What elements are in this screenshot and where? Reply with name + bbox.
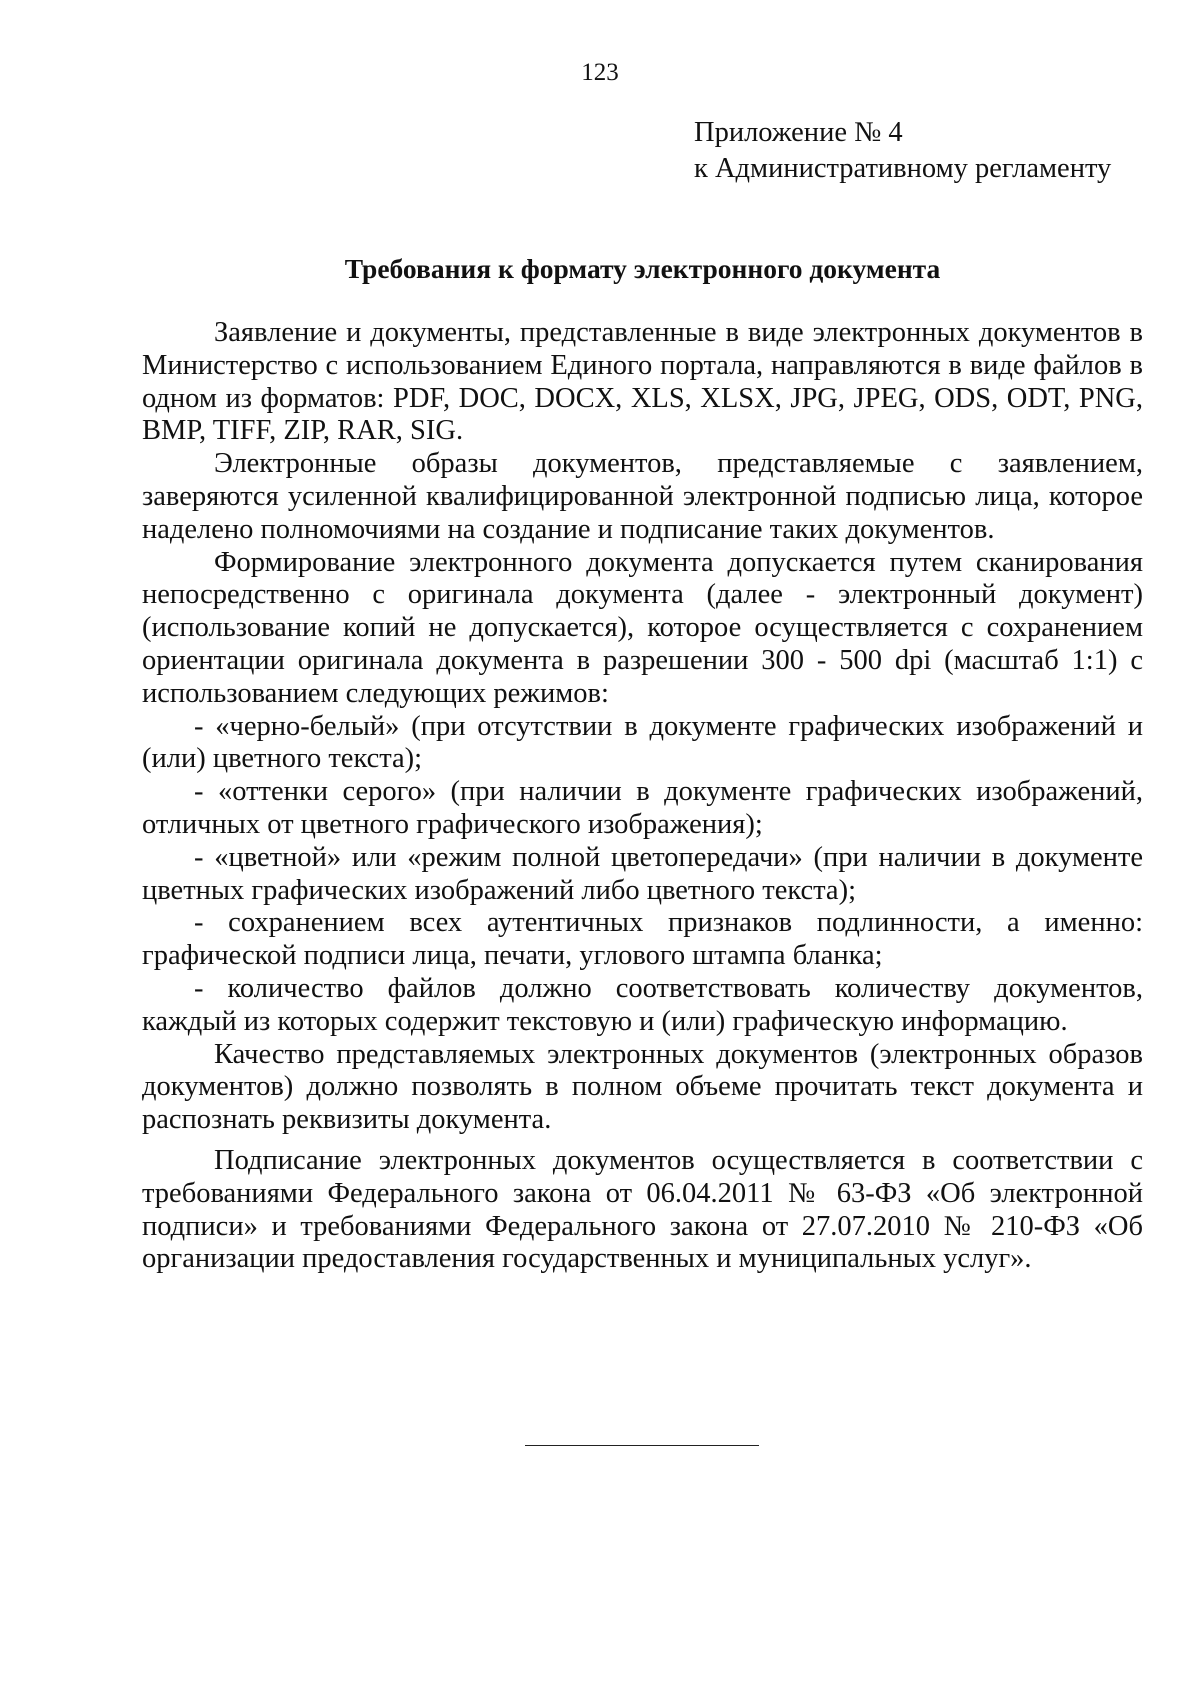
paragraph-quality: Качество представляемых электронных документов (электронных образов документов) должно позволять в полном объеме прочитать текст документа и распознать реквизиты документа.: [142, 1038, 1143, 1136]
list-item-authenticity: - сохранением всех аутентичных признаков подлинности, а именно: графической подписи лица, печати, углового штампа бланка;: [142, 907, 1143, 972]
appendix-header: [694, 115, 1111, 187]
appendix-reference: к Административному регламенту: [694, 153, 1112, 184]
paragraph-scanning: Формирование электронного документа допускается путем сканирования непосредственно с оригинала документа (далее - электронный документ) (использование копий не допускается), которое осуществляется с сохранением ориентации оригинала документа в разрешении 300 - 500 dpi (масштаб 1:1) с использованием следующих режимов:: [142, 546, 1143, 709]
list-item-file-count: - количество файлов должно соответствовать количеству документов, каждый из которых содержит текстовую и (или) графическую информацию.: [142, 972, 1143, 1037]
paragraph-file-formats: Заявление и документы, представленные в виде электронных документов в Министерство с использованием Единого портала, направляются в виде файлов в одном из форматов: PDF, DOC, DOCX, XLS, XLSX, JPG, JPEG, ODS, ODT, PNG, BMP, TIFF, ZIP, RAR, SIG.: [142, 317, 1143, 447]
closing-divider: [525, 1445, 759, 1446]
paragraph-signing: Подписание электронных документов осуществляется в соответствии с требованиями Федерального закона от 06.04.2011 № 63-ФЗ «Об электронной подписи» и требованиями Федерального закона от 27.07.2010 № 210-ФЗ «Об организации предоставления государственных и муниципальных услуг».: [142, 1144, 1143, 1275]
list-item-black-white: - «черно-белый» (при отсутствии в документе графических изображений и (или) цветного текста);: [142, 710, 1143, 775]
document-body: [142, 317, 1143, 1276]
list-item-color: - «цветной» или «режим полной цветопередачи» (при наличии в документе цветных графических изображений либо цветного текста);: [142, 841, 1143, 906]
page-number: 123: [581, 59, 619, 86]
document-title: Требования к формату электронного документа: [344, 253, 941, 284]
appendix-number: Приложение № 4: [694, 117, 903, 148]
list-item-grayscale: - «оттенки серого» (при наличии в документе графических изображений, отличных от цветного графического изображения);: [142, 776, 1143, 840]
paragraph-electronic-images: Электронные образы документов, представляемые с заявлением, заверяются усиленной квалифицированной электронной подписью лица, которое наделено полномочиями на создание и подписание таких документов.: [142, 448, 1143, 545]
